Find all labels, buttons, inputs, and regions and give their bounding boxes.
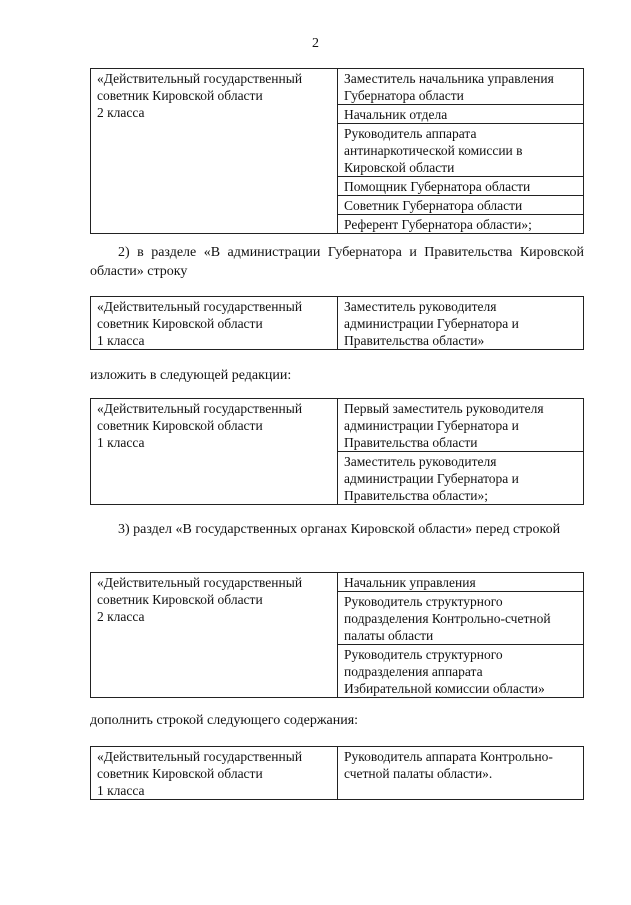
position-cell: Заместитель руководителя администрации Губернатора и Правительства области»; <box>338 452 584 505</box>
position-cell: Референт Губернатора области»; <box>338 215 584 234</box>
position-cell: Заместитель руководителя администрации Губернатора и Правительства области» <box>338 297 584 350</box>
position-cell: Руководитель структурного подразделения Контрольно-счетной палаты области <box>338 592 584 645</box>
position-cell: Заместитель начальника управления Губернатора области <box>338 69 584 105</box>
paragraph-add: дополнить строкой следующего содержания: <box>90 713 359 728</box>
position-cell: Начальник отдела <box>338 105 584 124</box>
position-cell: Руководитель аппарата Контрольно- счетной палаты области». <box>338 747 584 800</box>
grade-cell: «Действительный государственный советник Кировской области 1 класса <box>91 399 338 505</box>
position-cell: Начальник управления <box>338 573 584 592</box>
grade-cell: «Действительный государственный советник Кировской области 2 класса <box>91 69 338 234</box>
paragraph-replace: изложить в следующей редакции: <box>90 368 292 383</box>
grade-cell: «Действительный государственный советник Кировской области 1 класса <box>91 747 338 800</box>
grade-table-4 <box>90 572 584 698</box>
grade-cell: «Действительный государственный советник Кировской области 2 класса <box>91 573 338 698</box>
grade-table-1 <box>90 68 584 234</box>
page-number: 2 <box>312 36 319 51</box>
grade-table-2 <box>90 296 584 350</box>
paragraph-3: 3) раздел «В государственных органах Кировской области» перед строкой <box>118 522 561 537</box>
grade-table-5 <box>90 746 584 800</box>
position-cell: Советник Губернатора области <box>338 196 584 215</box>
position-cell: Руководитель структурного подразделения аппарата Избирательной комиссии области» <box>338 645 584 698</box>
position-cell: Первый заместитель руководителя администрации Губернатора и Правительства области <box>338 399 584 452</box>
grade-cell: «Действительный государственный советник Кировской области 1 класса <box>91 297 338 350</box>
grade-table-3 <box>90 398 584 505</box>
paragraph-2: 2) в разделе «В администрации Губернатора и Правительства Кировской области» строку <box>90 245 584 279</box>
position-cell: Руководитель аппарата антинаркотической комиссии в Кировской области <box>338 124 584 177</box>
position-cell: Помощник Губернатора области <box>338 177 584 196</box>
